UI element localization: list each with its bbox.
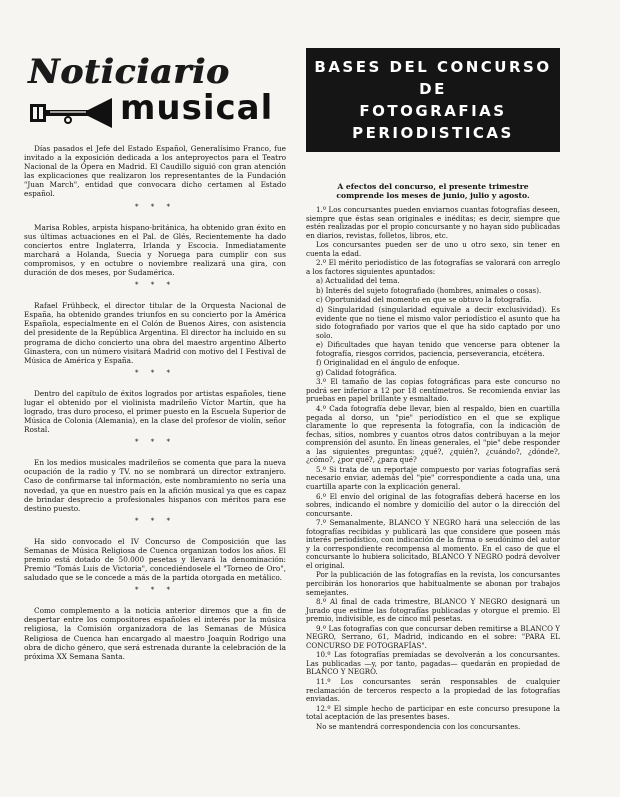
rule-item: 9.º Las fotografías con que concursar deben remitirse a BLANCO Y NEGRO, Serrano, 61, Madrid, indicando en el sobre: "PARA EL CONCURSO DE FOTOGRAFÍAS". [306, 623, 560, 650]
rule-item: 4.º Cada fotografía debe llevar, bien al respaldo, bien en cuartilla pegada al dorso, un "pie" periodístico en el que se explique claramente lo que representa la fotografía, con la indicación de fechas, sitios, nombres y cuantos otros datos contribuyan a la mejor comprensión del asunto. En líneas generales, el "pie" debe responder a las siguientes preguntas: ¿qué?, ¿quién?, ¿cuándo?, ¿dónde?, ¿cómo?, ¿por qué?, ¿para qué? [306, 404, 560, 465]
rule-subitem: g) Calidad fotográfica. [316, 367, 397, 377]
news-item: Dentro del capítulo de éxitos logrados por artistas españoles, tiene lugar el obtenido por el violinista madrileño Víctor Martín, que ha logrado, tras duro proceso, el primer puesto en la Escuela Superior de Música de Colonia (Alemania), en la clase del profesor de violín, señor Rostal. [24, 388, 286, 435]
news-item: En los medios musicales madrileños se comenta que para la nueva ocupación de la radio y TV. no se nombrará un director extranjero. Caso de confirmarse tal información, este nombramiento no sería una novedad, ya que en nuestro país en la afición musical ya que es capaz de brindar desprecio a profesionales hispanos con méritos para ese destino puesto. [24, 458, 286, 513]
logo-word-musical: musical [120, 88, 274, 128]
news-item: Ha sido convocado el IV Concurso de Composición que las Semanas de Música Religiosa de Cuenca organizan todos los años. El premio está dotado de 50.000 pesetas y llevará la denominación: Premio "Tomás Luis de Victoria", concediéndosele el "Torneo de Oro", saludado que se le concede a más de la partida otorgada en metálico. [24, 536, 286, 583]
rule-subitem: f) Originalidad en el ángulo de enfoque. [316, 358, 460, 368]
rule-subitem: d) Singularidad (singularidad equivale a decir exclusividad). Es evidente que no tiene el mismo valor periodístico el asunto que ha sido fotografiado por varios que el que ha sido captado por uno solo. [316, 305, 560, 340]
rule-item: 11.º Los concursantes serán responsables de cualquier reclamación de terceros respecto a la propiedad de las fotografías enviadas. [306, 676, 560, 704]
logo-word-noticiario: Noticiario [28, 52, 230, 92]
rule-item: Los concursantes pueden ser de uno u otro sexo, sin tener en cuenta la edad. [306, 240, 560, 258]
rule-item: 12.º El simple hecho de participar en este concurso presupone la total aceptación de las presentes bases. [306, 703, 560, 722]
rule-subitem: e) Dificultades que hayan tenido que vencerse para obtener la fotografía, riesgos corridos, paciencia, perseverancia, etcétera. [316, 340, 560, 358]
news-item: Marisa Robles, arpista hispano-británica, ha obtenido gran éxito en sus últimas actuaciones en el Pal. de Glés, Recientemente ha dado conciertos entre Inglaterra, Irlanda y Escocia. Inmediatamente marchará a Holanda, Suecia y Noruega para cumplir con sus compromisos, y en octubre o noviembre realizará una gira, con duración de dos meses, por Sudamérica. [24, 222, 286, 278]
separator: * * * [135, 202, 175, 211]
rule-subitem: b) Interés del sujeto fotografiado (hombres, animales o cosas). [316, 285, 542, 295]
banner-title-line-1: BASES DEL CONCURSO DE [314, 58, 552, 98]
rule-item: 3.º El tamaño de las copias fotográficas para este concurso no podrá ser inferior a 12 por 18 centímetros. Se recomienda enviar las pruebas en papel brillante y esmaltado. [306, 377, 560, 404]
rule-item: 1.º Los concursantes pueden enviarnos cuantas fotografías deseen, siempre que éstas sean originales e inéditas; es decir, siempre que estén realizadas por el propio concursante y no hayan sido publicadas en diarios, revistas, folletos, libros, etc. [306, 205, 560, 240]
rule-item: 8.º Al final de cada trimestre, BLANCO Y NEGRO designará un Jurado que estime las fotografías publicadas y otorgue el premio. El premio, indivisible, es de cinco mil pesetas. [306, 597, 560, 624]
rule-item: 6.º El envío del original de las fotografías deberá hacerse en los sobres, indicando el nombre y domicilio del autor o la dirección del concursante. [306, 491, 560, 518]
news-item: Rafael Frühbeck, el director titular de la Orquesta Nacional de España, ha obtenido grandes triunfos en su concierto por la América Española, especialmente en el Colón de Buenos Aires, con asistencia del presidente de la República Argentina. El director ha incluido en su programa de dicho concierto una obra del maestro argentino Alberto Ginastera, con un número visitará Madrid con motivo del I Festival de Música de América y España. [24, 301, 286, 365]
news-item: Días pasados el Jefe del Estado Español, Generalísimo Franco, fue invitado a la exposición dedicada a los anteproyectos para el Teatro Nacional de la Ópera en Madrid. El Caudillo siguió con gran atención las explicaciones que realizaron los representantes de la Fundación "Juan March", entidad que convocara dicho certamen al Estado español. [24, 144, 286, 199]
separator: * * * [135, 281, 175, 290]
rule-item: 7.º Semanalmente, BLANCO Y NEGRO hará una selección de las fotografías recibidas y publicará las que considere que poseen más interés periodístico, con indicación de la firma o seudónimo del autor y la correspondiente recompensa al momento. En el caso de que el concursante lo hubiera solicitado, BLANCO Y NEGRO podrá devolver el original. [306, 518, 560, 570]
news-column [24, 52, 286, 665]
banner-title-line-2: FOTOGRAFIAS PERIODISTICAS [352, 102, 514, 142]
rule-item: 5.º Si trata de un reportaje compuesto por varias fotografías será necesario enviar, además del "pie" correspondiente a cada una, una cuartilla aparte con la explicación general. [306, 464, 560, 491]
contest-banner [306, 48, 560, 152]
trumpet-icon [28, 94, 116, 130]
rule-item: 2.º El mérito periodístico de las fotografías se valorará con arreglo a los factores siguientes apuntados: [306, 258, 560, 276]
separator: * * * [135, 516, 175, 525]
rule-item: Por la publicación de las fotografías en la revista, los concursantes percibirán los honorarios que habitualmente se abonan por trabajos semejantes. [306, 570, 560, 597]
noticiario-musical-logo [24, 52, 286, 134]
contest-rules-column [306, 48, 560, 732]
rule-subitem: a) Actualidad del tema. [316, 276, 400, 286]
rule-subitem: c) Oportunidad del momento en que se obtuvo la fotografía. [316, 295, 532, 305]
news-item: Como complemento a la noticia anterior diremos que a fin de despertar entre los compositores españoles el interés por la música religiosa, la Comisión organizadora de las Semanas de Música Religiosa de Cuenca han encargado al maestro Joaquín Rodrigo una obra de dicho género, que será estrenada durante la celebración de la próxima XX Semana Santa. [24, 606, 286, 661]
separator: * * * [135, 586, 175, 595]
rule-item: No se mantendrá correspondencia con los concursantes. [316, 721, 521, 731]
separator: * * * [135, 368, 175, 377]
separator: * * * [135, 438, 175, 447]
rule-item: 10.º Las fotografías premiadas se devolverán a los concursantes. Las publicadas —y, por tanto, pagadas— quedarán en propiedad de BLANCO Y NEGRO. [306, 650, 560, 677]
contest-intro: A efectos del concurso, el presente trimestre comprende los meses de junio, julio y agosto. [336, 182, 530, 200]
